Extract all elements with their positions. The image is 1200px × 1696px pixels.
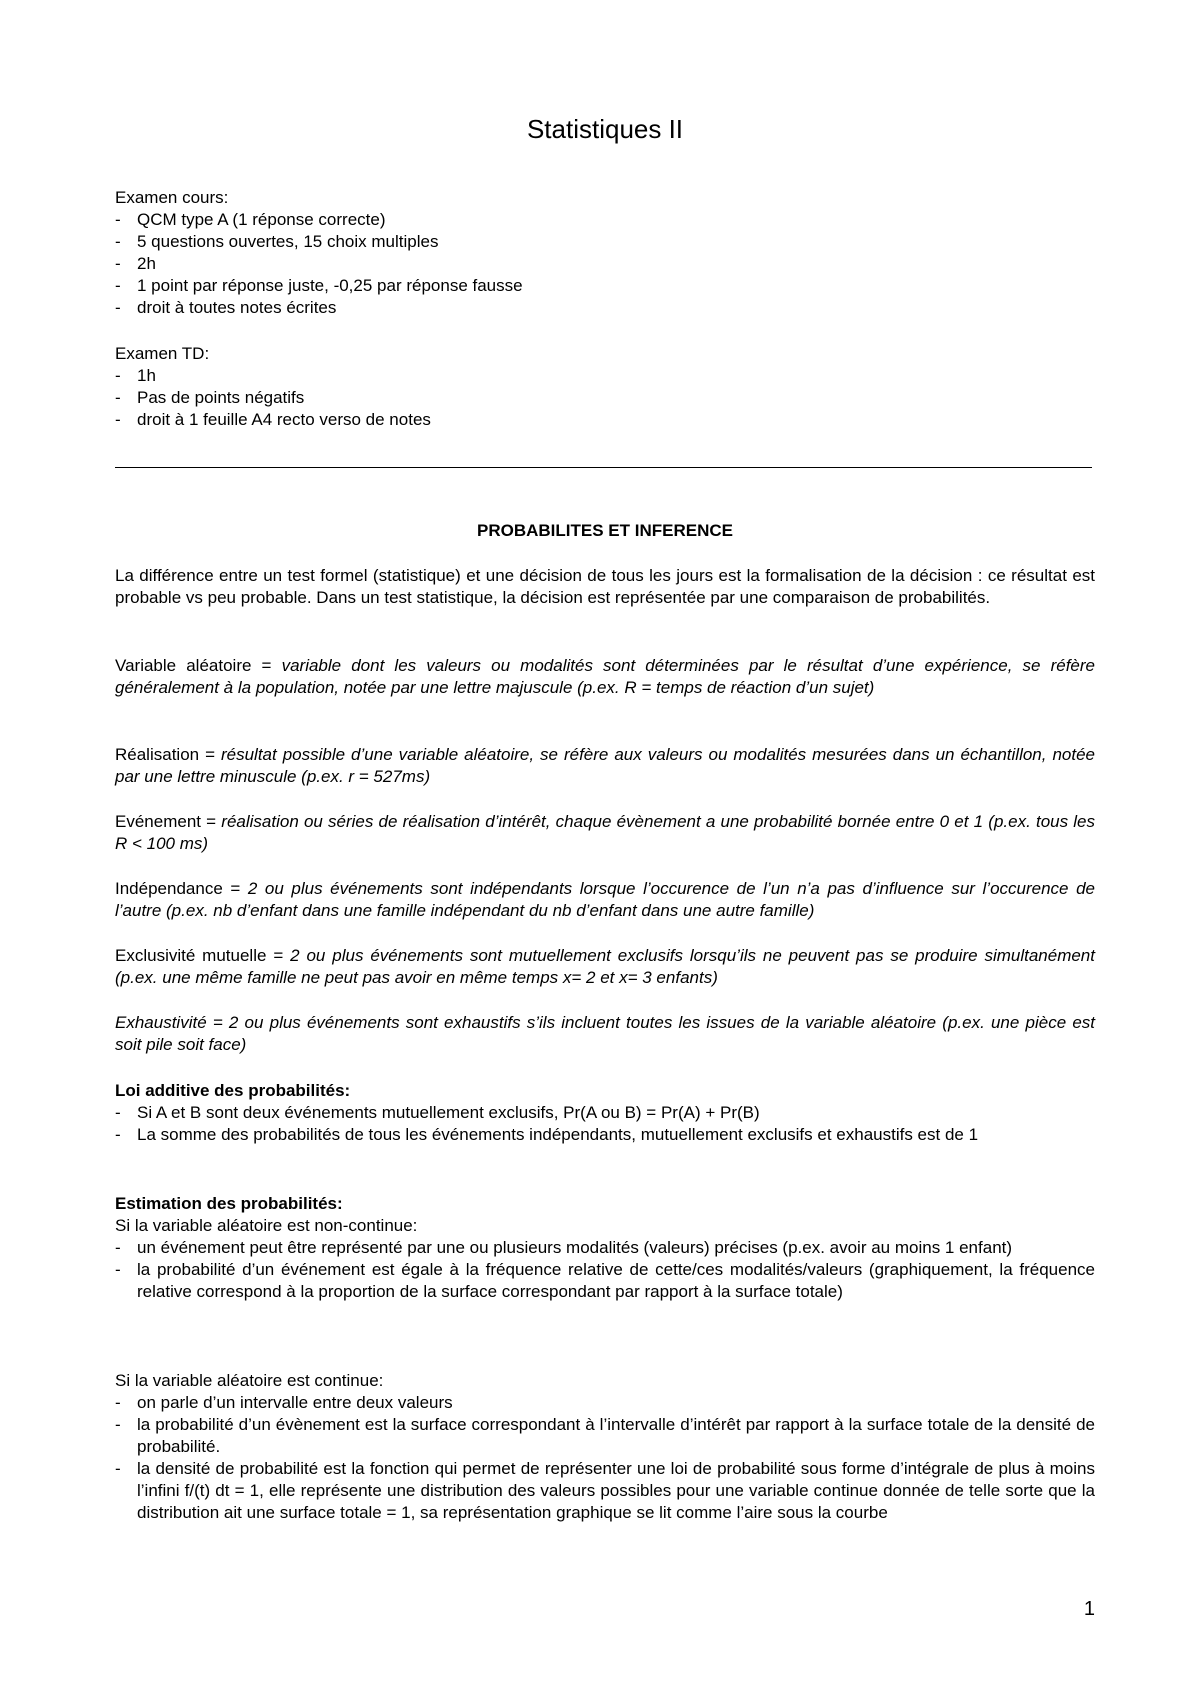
- definition-term: Exclusivité mutuelle =: [115, 946, 291, 965]
- exam-td-list: [115, 365, 1095, 431]
- list-item: - La somme des probabilités de tous les événements indépendants, mutuellement exclusifs et exhaustifs est de 1: [115, 1124, 1095, 1146]
- exam-cours-list: [115, 209, 1095, 319]
- section-title: PROBABILITES ET INFERENCE: [477, 521, 733, 540]
- estimation-continuous-list: [115, 1392, 1095, 1524]
- list-item: - on parle d’un intervalle entre deux valeurs: [115, 1392, 1095, 1414]
- list-item: - droit à 1 feuille A4 recto verso de notes: [115, 409, 1095, 431]
- estimation-heading: Estimation des probabilités:: [115, 1194, 343, 1213]
- exam-td-heading: Examen TD:: [115, 344, 210, 363]
- list-item: - droit à toutes notes écrites: [115, 297, 1095, 319]
- definition-realisation: [115, 744, 1095, 788]
- list-item: - 2h: [115, 253, 1095, 275]
- list-item: - 1 point par réponse juste, -0,25 par réponse fausse: [115, 275, 1095, 297]
- definition-term: Evénement =: [115, 812, 222, 831]
- list-item: - QCM type A (1 réponse correcte): [115, 209, 1095, 231]
- exam-cours-heading: Examen cours:: [115, 188, 229, 207]
- list-item: - 1h: [115, 365, 1095, 387]
- definition-term: Variable aléatoire =: [115, 656, 282, 675]
- list-item: - 5 questions ouvertes, 15 choix multiples: [115, 231, 1095, 253]
- list-item: - la densité de probabilité est la fonction qui permet de représenter une loi de probabilité sous forme d’intégrale de plus à moins l’infini f/(t) dt = 1, elle représente une distribution des valeurs possibles pour une variable continue donnée de telle sorte que la distribution ait une surface totale = 1, sa représentation graphique se lit comme l’aire sous la courbe: [115, 1458, 1095, 1524]
- estimation-continuous-intro: Si la variable aléatoire est continue:: [115, 1371, 384, 1390]
- list-item: - la probabilité d’un évènement est la surface correspondant à l’intervalle d’intérêt par rapport à la surface totale de la densité de probabilité.: [115, 1414, 1095, 1458]
- additive-law-section: [115, 1080, 1095, 1146]
- list-item: - Si A et B sont deux événements mutuellement exclusifs, Pr(A ou B) = Pr(A) + Pr(B): [115, 1102, 1095, 1124]
- definition-body: variable dont les valeurs ou modalités sont déterminées par le résultat d’une expérience, se réfère généralement à la population, notée par une lettre majuscule (p.ex. R = temps de réaction d’un sujet): [115, 656, 1095, 697]
- exam-cours-section: [115, 187, 1095, 319]
- definition-exhaustivite: [115, 1012, 1095, 1056]
- intro-text: La différence entre un test formel (statistique) et une décision de tous les jours est la formalisation de la décision : ce résultat est probable vs peu probable. Dans un test statistique, la décision est représentée par une comparaison de probabilités.: [115, 566, 1095, 607]
- definition-body: réalisation ou séries de réalisation d’intérêt, chaque évènement a une probabilité bornée entre 0 et 1 (p.ex. tous les R < 100 ms): [115, 812, 1096, 853]
- list-item: - un événement peut être représenté par une ou plusieurs modalités (valeurs) précises (p.ex. avoir au moins 1 enfant): [115, 1237, 1095, 1259]
- document-title: Statistiques II: [526, 114, 684, 144]
- estimation-section: [115, 1193, 1095, 1303]
- list-item: - Pas de points négatifs: [115, 387, 1095, 409]
- list-item: - la probabilité d’un événement est égale à la fréquence relative de cette/ces modalités/valeurs (graphiquement, la fréquence relative correspond à la proportion de la surface correspondant par rapport à la surface totale): [115, 1259, 1095, 1303]
- definition-exclusivite: [115, 945, 1095, 989]
- definition-evenement: [115, 811, 1095, 855]
- definition-term: Indépendance =: [115, 879, 248, 898]
- definition-body: 2 ou plus événements sont mutuellement exclusifs lorsqu’ils ne peuvent pas se produire simultanément (p.ex. une même famille ne peut pas avoir en même temps x= 2 et x= 3 enfants): [115, 946, 1095, 987]
- definition-body: résultat possible d’une variable aléatoire, se réfère aux valeurs ou modalités mesurées dans un échantillon, notée par une lettre minuscule (p.ex. r = 527ms): [115, 745, 1095, 786]
- definition-independance: [115, 878, 1095, 922]
- exhaustivity-text: Exhaustivité = 2 ou plus événements sont exhaustifs s’ils incluent toutes les issues de la variable aléatoire (p.ex. une pièce est soit pile soit face): [115, 1013, 1095, 1054]
- estimation-continuous-section: [115, 1370, 1095, 1524]
- definition-term: Réalisation =: [115, 745, 221, 764]
- additive-law-list: [115, 1102, 1095, 1146]
- page-number: 1: [1083, 1598, 1095, 1620]
- definition-body: 2 ou plus événements sont indépendants lorsque l’occurence de l’un n’a pas d’influence sur l’occurence de l’autre (p.ex. nb d’enfant dans une famille indépendant du nb d’enfant dans une autre famille): [115, 879, 1095, 920]
- estimation-discrete-intro: Si la variable aléatoire est non-continue:: [115, 1216, 418, 1235]
- definition-variable-aleatoire: [115, 655, 1095, 699]
- additive-law-heading: Loi additive des probabilités:: [115, 1081, 351, 1100]
- intro-paragraph: [115, 565, 1095, 609]
- estimation-discrete-list: [115, 1237, 1095, 1303]
- exam-td-section: [115, 343, 1095, 431]
- horizontal-divider: [115, 467, 1092, 468]
